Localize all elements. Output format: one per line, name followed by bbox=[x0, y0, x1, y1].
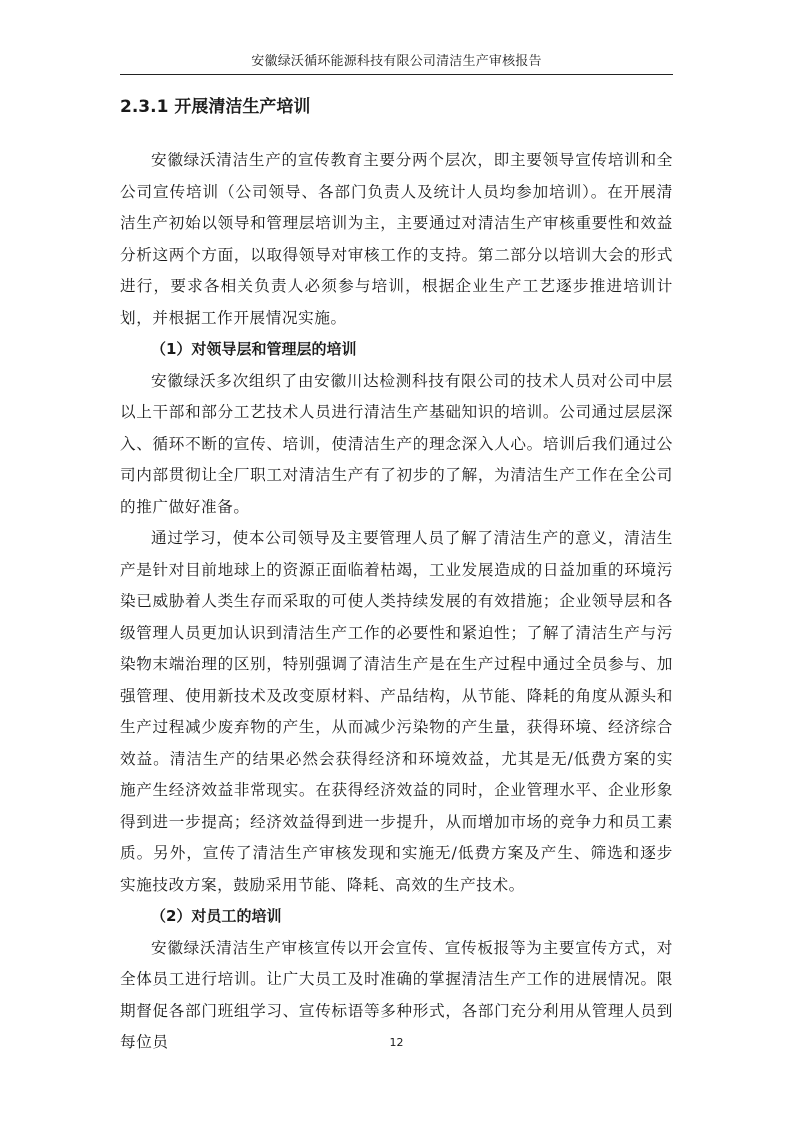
paragraph-leadership-training: 安徽绿沃多次组织了由安徽川达检测科技有限公司的技术人员对公司中层以上干部和部分工艺技术人员进行清洁生产基础知识的培训。公司通过层层深入、循环不断的宣传、培训，使清洁生产的理念深入人心。培训后我们通过公司内部贯彻让全厂职工对清洁生产有了初步的了解，为清洁生产工作在全公司的推广做好准备。 bbox=[120, 371, 673, 516]
paragraph-staff-training: 安徽绿沃清洁生产审核宣传以开会宣传、宣传板报等为主要宣传方式，对全体员工进行培训。让广大员工及时准确的掌握清洁生产工作的进展情况。限期督促各部门班组学习、宣传标语等多种形式，各部门充分利用从管理人员到每位员 bbox=[120, 938, 673, 1051]
section-title: 2.3.1 开展清洁生产培训 bbox=[120, 97, 311, 117]
intro-paragraph: 安徽绿沃清洁生产的宣传教育主要分两个层次，即主要领导宣传培训和全公司宣传培训（公司领导、各部门负责人及统计人员均参加培训）。在开展清洁生产初始以领导和管理层培训为主，主要通过对清洁生产审核重要性和效益分析这两个方面，以取得领导对审核工作的支持。第二部分以培训大会的形式进行，要求各相关负责人必须参与培训，根据企业生产工艺逐步推进培训计划，并根据工作开展情况实施。 bbox=[120, 151, 673, 327]
page-number: 12 bbox=[389, 1036, 404, 1049]
page-content bbox=[120, 93, 673, 1059]
running-header: 安徽绿沃循环能源科技有限公司清洁生产审核报告 bbox=[251, 54, 542, 69]
paragraph-learning-outcomes: 通过学习，使本公司领导及主要管理人员了解了清洁生产的意义，清洁生产是针对目前地球上的资源正面临着枯竭，工业发展造成的日益加重的环境污染已威胁着人类生存而采取的可使人类持续发展的有效措施；企业领导层和各级管理人员更加认识到清洁生产工作的必要性和紧迫性；了解了清洁生产与污染物末端治理的区别，特别强调了清洁生产是在生产过程中通过全员参与、加强管理、使用新技术及改变原材料、产品结构，从节能、降耗的角度从源头和生产过程减少废弃物的产生，从而减少污染物的产生量，获得环境、经济综合效益。清洁生产的结果必然会获得经济和环境效益，尤其是无/低费方案的实施产生经济效益非常现实。在获得经济效益的同时，企业管理水平、企业形象得到进一步提高；经济效益得到进一步提升，从而增加市场的竞争力和员工素质。另外，宣传了清洁生产审核发现和实施无/低费方案及产生、筛选和逐步实施技改方案，鼓励采用节能、降耗、高效的生产技术。 bbox=[120, 529, 673, 894]
header-divider bbox=[120, 74, 673, 75]
subsection-title-staff: （2）对员工的培训 bbox=[151, 907, 282, 925]
subsection-title-leadership: （1）对领导层和管理层的培训 bbox=[151, 340, 357, 358]
